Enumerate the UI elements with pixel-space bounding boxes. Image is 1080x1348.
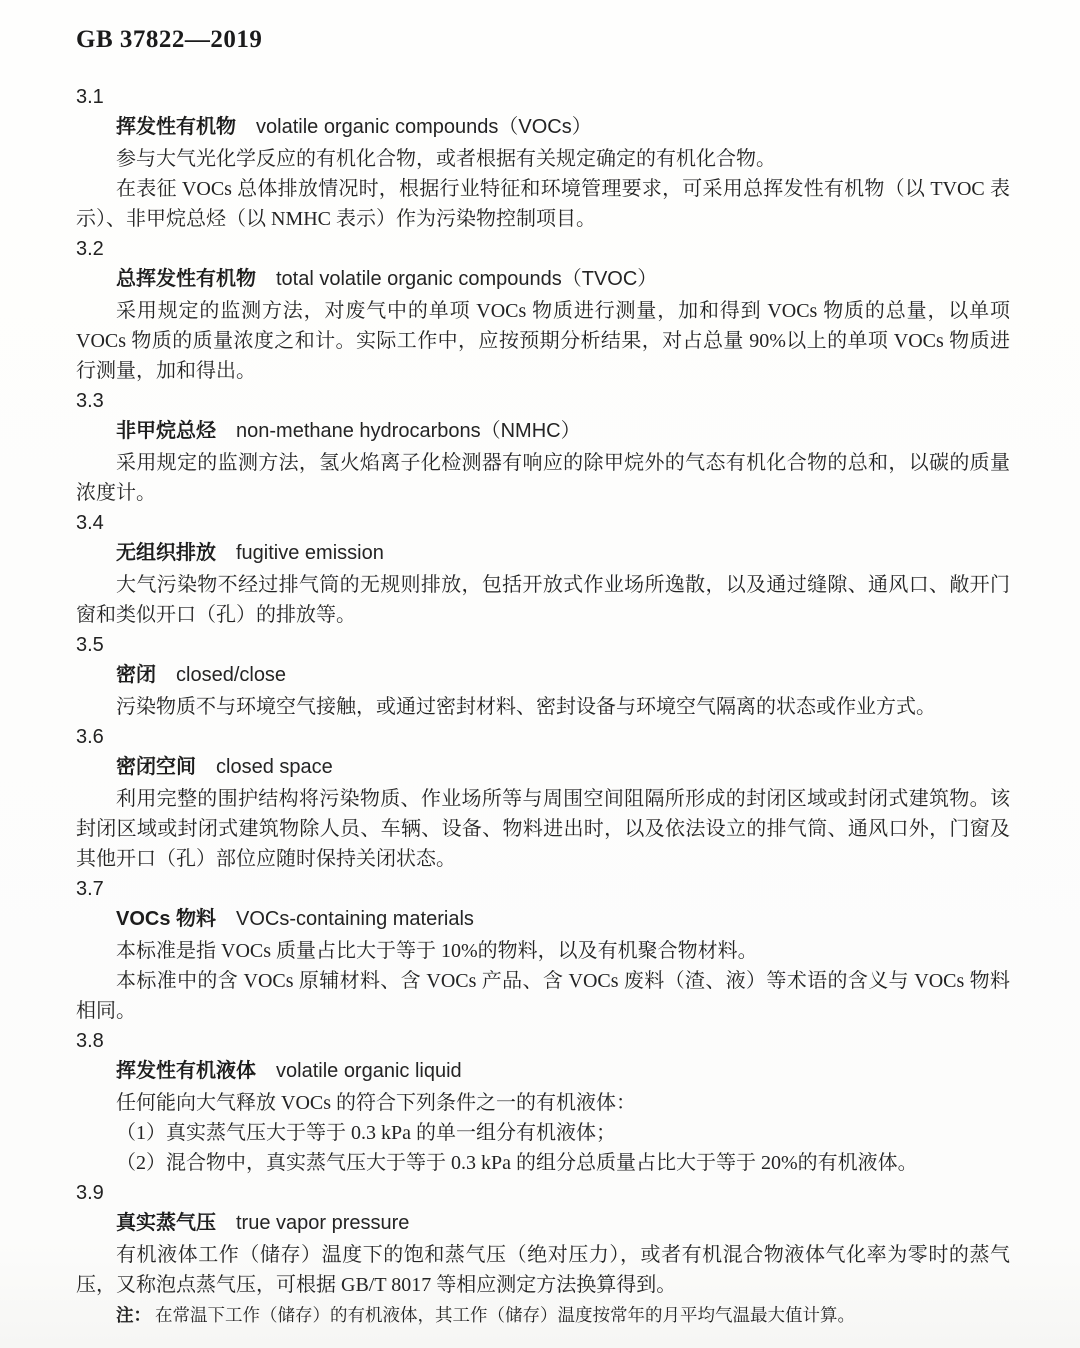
note-line [76,1300,1010,1330]
section-number: 3.3 [76,390,104,412]
term-zh: 密闭空间 [116,756,196,778]
term-heading [76,904,1010,936]
term-en: closed space [216,756,333,778]
section-number: 3.2 [76,238,104,260]
note-text: 在常温下工作（储存）的有机液体，其工作（储存）温度按常年的月平均气温最大值计算。 [155,1305,855,1325]
term-en: closed/close [176,664,287,686]
list-item: （1）真实蒸气压大于等于 0.3 kPa 的单一组分有机液体； [116,1122,616,1144]
document-number-header: GB 37822—2019 [76,26,263,53]
term-en: volatile organic liquid [276,1060,462,1082]
term-en: true vapor pressure [236,1212,410,1234]
definition-paragraph: 利用完整的围护结构将污染物质、作业场所等与周围空间阻隔所形成的封闭区域或封闭式建筑物。该封闭区域或封闭式建筑物除人员、车辆、设备、物料进出时，以及依法设立的排气筒、通风口外，门窗及其他开口（孔）部位应随时保持关闭状态。 [76,788,1010,870]
term-en: non-methane hydrocarbons（NMHC） [236,420,581,442]
definition-paragraph: 在表征 VOCs 总体排放情况时，根据行业特征和环境管理要求，可采用总挥发性有机物（以 TVOC 表示）、非甲烷总烃（以 NMHC 表示）作为污染物控制项目。 [76,178,1010,230]
section-number: 3.5 [76,634,104,656]
section-3-7 [76,874,1010,1026]
term-heading [76,1056,1010,1088]
section-number: 3.9 [76,1182,104,1204]
section-3-1 [76,82,1010,234]
term-heading [76,112,1010,144]
definition-paragraph: 本标准是指 VOCs 质量占比大于等于 10%的物料，以及有机聚合物材料。 [116,940,758,962]
section-3-2 [76,234,1010,386]
term-zh: 挥发性有机物 [116,116,236,138]
term-en: VOCs-containing materials [236,908,474,930]
definition-paragraph: 本标准中的含 VOCs 原辅材料、含 VOCs 产品、含 VOCs 废料（渣、液）等术语的含义与 VOCs 物料相同。 [76,970,1010,1022]
term-zh: 密闭 [116,664,156,686]
term-heading [76,660,1010,692]
definition-paragraph: 采用规定的监测方法，氢火焰离子化检测器有响应的除甲烷外的气态有机化合物的总和，以碳的质量浓度计。 [76,452,1010,504]
definition-paragraph: 任何能向大气释放 VOCs 的符合下列条件之一的有机液体： [116,1092,637,1114]
definition-paragraph: 采用规定的监测方法，对废气中的单项 VOCs 物质进行测量，加和得到 VOCs 物质的总量，以单项 VOCs 物质的质量浓度之和计。实际工作中，应按预期分析结果，对占总量 90%以上的单项 VOCs 物质进行测量，加和得出。 [76,300,1010,382]
section-number: 3.1 [76,86,104,108]
term-heading [76,1208,1010,1240]
term-zh: VOCs 物料 [116,908,217,930]
term-zh: 非甲烷总烃 [116,420,216,442]
section-number: 3.4 [76,512,104,534]
section-3-9 [76,1178,1010,1330]
definition-paragraph: 有机液体工作（储存）温度下的饱和蒸气压（绝对压力），或者有机混合物液体气化率为零时的蒸气压，又称泡点蒸气压，可根据 GB/T 8017 等相应测定方法换算得到。 [76,1244,1010,1296]
section-3-3 [76,386,1010,508]
term-heading [76,416,1010,448]
section-number: 3.8 [76,1030,104,1052]
section-number: 3.7 [76,878,104,900]
section-number: 3.6 [76,726,104,748]
section-3-4 [76,508,1010,630]
definition-paragraph: 大气污染物不经过排气筒的无规则排放，包括开放式作业场所逸散，以及通过缝隙、通风口、敞开门窗和类似开口（孔）的排放等。 [76,574,1010,626]
term-heading [76,752,1010,784]
section-3-5 [76,630,1010,722]
term-zh: 真实蒸气压 [116,1212,216,1234]
term-en: volatile organic compounds（VOCs） [256,116,592,138]
term-en: fugitive emission [236,542,384,564]
section-3-6 [76,722,1010,874]
definition-paragraph: 污染物质不与环境空气接触，或通过密封材料、密封设备与环境空气隔离的状态或作业方式。 [116,696,936,718]
term-zh: 总挥发性有机物 [116,268,256,290]
term-zh: 无组织排放 [116,542,216,564]
term-heading [76,264,1010,296]
term-zh: 挥发性有机液体 [116,1060,256,1082]
term-en: total volatile organic compounds（TVOC） [276,268,658,290]
section-3-8 [76,1026,1010,1178]
definition-paragraph: 参与大气光化学反应的有机化合物，或者根据有关规定确定的有机化合物。 [116,148,776,170]
term-heading [76,538,1010,570]
note-label: 注： [116,1305,151,1325]
list-item: （2）混合物中，真实蒸气压大于等于 0.3 kPa 的组分总质量占比大于等于 20%的有机液体。 [116,1152,918,1174]
